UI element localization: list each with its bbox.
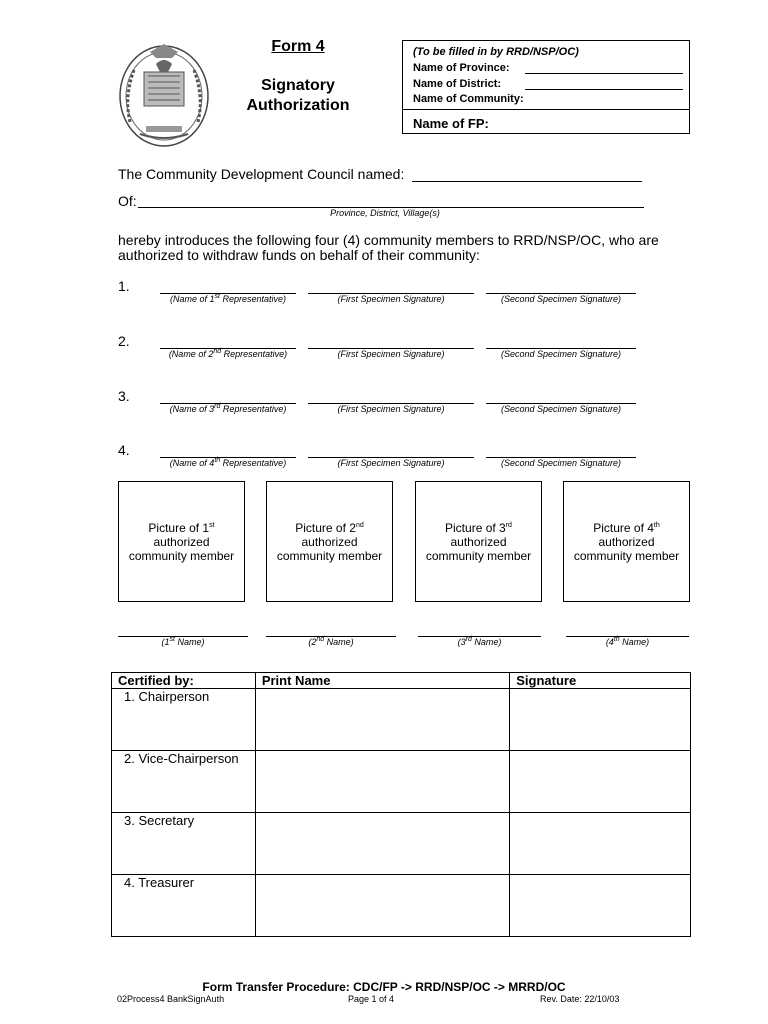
caption-suffix: Representative)	[220, 404, 287, 414]
photo-label-line2: authorized	[153, 534, 210, 549]
form-title	[234, 76, 362, 116]
caption-sup: rd	[214, 403, 221, 410]
table-row	[112, 813, 691, 875]
caption-prefix: (Name of 3	[169, 404, 215, 414]
intro-line2: authorized to withdraw funds on behalf of their community:	[118, 247, 480, 263]
member-name-caption-3	[418, 637, 541, 647]
role-cell: 4. Treasurer	[112, 875, 256, 937]
photo-label-sup: th	[653, 521, 660, 529]
form-title-line1: Signatory	[261, 77, 335, 94]
photo-label-line2: authorized	[301, 534, 358, 549]
representative-row	[0, 388, 768, 418]
print-name-cell[interactable]	[255, 689, 509, 751]
district-field[interactable]	[525, 89, 683, 90]
print-name-cell[interactable]	[255, 751, 509, 813]
fp-label: Name of FP:	[413, 116, 489, 131]
form-title-line2: Authorization	[246, 97, 350, 114]
rep-name-caption	[160, 294, 296, 304]
photo-label-prefix: Picture of 1	[148, 520, 210, 535]
council-name-field[interactable]	[412, 181, 642, 182]
district-label: Name of District:	[413, 78, 502, 90]
location-caption: Province, District, Village(s)	[330, 208, 440, 218]
second-signature-caption: (Second Specimen Signature)	[500, 458, 622, 468]
representative-row	[0, 278, 768, 308]
table-row	[112, 689, 691, 751]
photo-box-1[interactable]	[118, 481, 245, 602]
fill-box-note: (To be filled in by RRD/NSP/OC)	[413, 46, 579, 58]
name-caption-prefix: (3	[457, 637, 466, 647]
role-cell: 2. Vice-Chairperson	[112, 751, 256, 813]
photo-label-sup: st	[209, 521, 215, 529]
print-name-cell[interactable]	[255, 875, 509, 937]
name-caption-suffix: Name)	[324, 637, 354, 647]
form-transfer-procedure: Form Transfer Procedure: CDC/FP -> RRD/NSP/OC -> MRRD/OC	[202, 980, 566, 994]
of-label: Of:	[118, 193, 137, 209]
document-id: 02Process4 BankSignAuth	[117, 994, 225, 1004]
print-name-header: Print Name	[255, 673, 509, 689]
photo-label-prefix: Picture of 4	[593, 520, 654, 535]
photo-box-label	[574, 521, 679, 563]
photo-box-2[interactable]	[266, 481, 393, 602]
photo-label-sup: nd	[355, 521, 364, 529]
name-caption-prefix: (1	[161, 637, 170, 647]
rep-name-caption	[160, 349, 296, 359]
rep-number: 4.	[118, 442, 130, 458]
fill-box-divider	[403, 109, 689, 110]
photo-box-label	[129, 521, 234, 563]
name-caption-sup: st	[169, 636, 175, 643]
rep-name-caption	[160, 458, 296, 468]
second-signature-caption: (Second Specimen Signature)	[500, 404, 622, 414]
caption-suffix: Representative)	[220, 458, 287, 468]
caption-suffix: Representative)	[221, 349, 288, 359]
form-number: Form 4	[271, 38, 325, 55]
revision-date: Rev. Date: 22/10/03	[540, 994, 620, 1004]
photo-box-label	[426, 521, 531, 563]
name-caption-prefix: (2	[308, 637, 317, 647]
signature-cell[interactable]	[510, 813, 691, 875]
photo-label-line3: community member	[128, 548, 235, 563]
name-caption-suffix: Name)	[471, 637, 502, 647]
photo-box-4[interactable]	[563, 481, 690, 602]
photo-box-label	[277, 521, 382, 563]
photo-box-3[interactable]	[415, 481, 542, 602]
photo-label-line3: community member	[276, 548, 383, 563]
caption-sup: th	[214, 457, 221, 464]
caption-prefix: (Name of 2	[168, 349, 214, 359]
signature-cell[interactable]	[510, 875, 691, 937]
photo-label-prefix: Picture of 2	[295, 520, 356, 535]
certification-table	[111, 672, 691, 937]
photo-label-line3: community member	[573, 548, 680, 563]
first-signature-caption: (First Specimen Signature)	[337, 294, 445, 304]
table-row	[112, 875, 691, 937]
caption-suffix: Representative)	[219, 294, 287, 304]
province-label: Name of Province:	[413, 62, 510, 74]
office-fill-box	[402, 40, 690, 134]
member-name-caption-4	[566, 637, 689, 647]
second-signature-caption: (Second Specimen Signature)	[500, 349, 622, 359]
first-signature-caption: (First Specimen Signature)	[337, 349, 445, 359]
name-caption-sup: nd	[316, 636, 325, 643]
table-header-row	[112, 673, 691, 689]
member-name-caption-2	[266, 637, 396, 647]
rep-number: 2.	[118, 333, 130, 349]
community-label: Name of Community:	[413, 93, 524, 105]
first-signature-caption: (First Specimen Signature)	[337, 404, 445, 414]
council-named-label: The Community Development Council named:	[118, 166, 405, 182]
photo-label-line2: authorized	[598, 534, 655, 549]
name-caption-sup: th	[613, 636, 620, 643]
representative-row	[0, 442, 768, 472]
rep-number: 1.	[118, 278, 130, 294]
first-signature-caption: (First Specimen Signature)	[337, 458, 445, 468]
rep-number: 3.	[118, 388, 130, 404]
signature-cell[interactable]	[510, 689, 691, 751]
member-name-caption-1	[118, 637, 248, 647]
caption-sup: nd	[213, 348, 222, 355]
caption-sup: st	[214, 293, 220, 300]
second-signature-caption: (Second Specimen Signature)	[500, 294, 622, 304]
certified-by-header: Certified by:	[112, 673, 256, 689]
name-caption-suffix: Name)	[174, 637, 205, 647]
photo-label-line2: authorized	[450, 534, 507, 549]
role-cell: 1. Chairperson	[112, 689, 256, 751]
intro-line1: hereby introduces the following four (4) community members to RRD/NSP/OC, who are	[118, 232, 659, 248]
page-number: Page 1 of 4	[348, 994, 395, 1004]
photo-label-prefix: Picture of 3	[445, 520, 506, 535]
caption-prefix: (Name of 1	[169, 294, 215, 304]
name-caption-sup: rd	[465, 636, 472, 643]
name-caption-prefix: (4	[605, 637, 614, 647]
rep-name-caption	[160, 404, 296, 414]
caption-prefix: (Name of 4	[169, 458, 215, 468]
name-caption-suffix: Name)	[619, 637, 650, 647]
table-row	[112, 751, 691, 813]
signature-cell[interactable]	[510, 751, 691, 813]
role-cell: 3. Secretary	[112, 813, 256, 875]
photo-label-sup: rd	[505, 521, 512, 529]
representative-row	[0, 333, 768, 363]
province-field[interactable]	[525, 73, 683, 74]
photo-label-line3: community member	[425, 548, 532, 563]
signature-header: Signature	[510, 673, 691, 689]
print-name-cell[interactable]	[255, 813, 509, 875]
national-emblem-seal	[116, 42, 212, 150]
